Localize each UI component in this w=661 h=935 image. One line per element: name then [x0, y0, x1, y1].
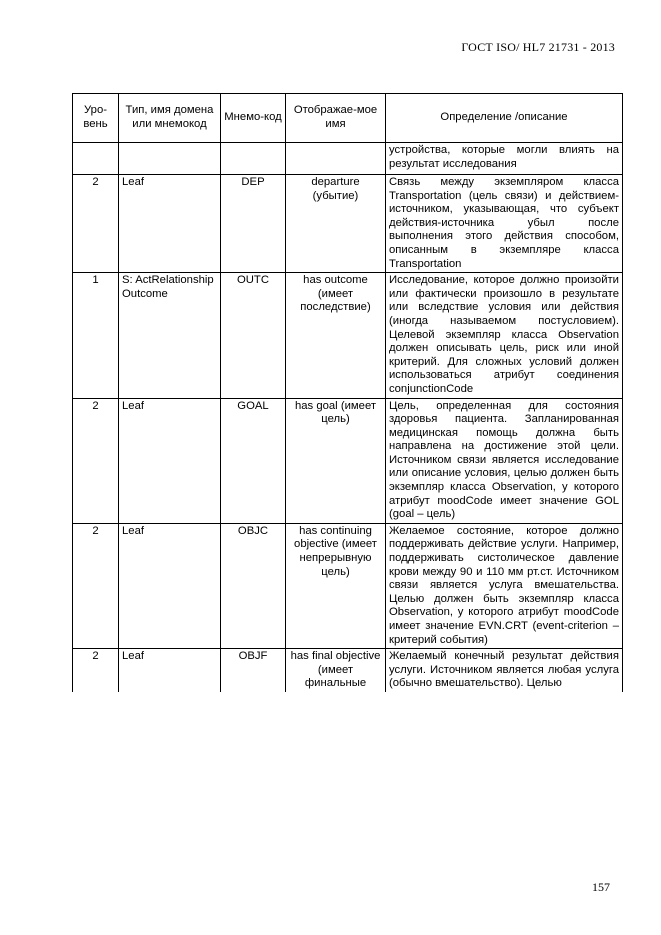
cell-empty [73, 143, 119, 175]
cell-display-name: has continuing objective (имеет непрерывную цель) [286, 523, 386, 648]
header-display-name: Отображае-мое имя [286, 94, 386, 143]
cell-display-name: has final objective (имеет финальные [286, 649, 386, 692]
cell-type: Leaf [119, 175, 221, 273]
cell-definition: Цель, определенная для состояния здоровья пациента. Запланированная медицинская помощь должна быть направлена на достижение этой цели. Источником связи является исследование или описание условия, целью должен быть экземпляр класса Observation, у которого атрибут moodCode имеет значение GOL (goal – цель) [386, 398, 623, 523]
header-definition: Определение /описание [386, 94, 623, 143]
cell-level: 2 [73, 398, 119, 523]
code-table [72, 93, 623, 692]
cell-level: 2 [73, 523, 119, 648]
cell-level: 2 [73, 649, 119, 692]
cell-type: Leaf [119, 649, 221, 692]
cell-level: 1 [73, 273, 119, 398]
cell-code: DEP [221, 175, 286, 273]
header-level: Уро-вень [73, 94, 119, 143]
table-row [73, 273, 623, 398]
cell-display-name: has outcome (имеет последствие) [286, 273, 386, 398]
table-row [73, 649, 623, 692]
cell-empty [221, 143, 286, 175]
cell-definition: Исследование, которое должно произойти или фактически произошло в результате или вследствие условия или действия (иногда называемом постусловием). Целевой экземпляр класса Observation должен описывать цель, риск или иной критерий. Для сложных условий должен использоваться атрибут соединения conjunctionCode [386, 273, 623, 398]
cell-level: 2 [73, 175, 119, 273]
cell-definition: Желаемое состояние, которое должно поддерживать действие услуги. Например, поддерживать систолическое давление крови между 90 и 110 мм рт.ст. Источником связи является услуга вмешательства. Целью должен быть экземпляр класса Observation, у которого атрибут moodCode имеет значение EVN.CRT (event-criterion – критерий события) [386, 523, 623, 648]
cell-empty [119, 143, 221, 175]
cell-code: GOAL [221, 398, 286, 523]
cell-code: OBJC [221, 523, 286, 648]
table-row [73, 398, 623, 523]
cell-code: OUTC [221, 273, 286, 398]
cell-empty [286, 143, 386, 175]
table-row [73, 175, 623, 273]
table-header-row [73, 94, 623, 143]
cell-definition: устройства, которые могли влиять на результат исследования [386, 143, 623, 175]
table-row [73, 523, 623, 648]
cell-display-name: departure (убытие) [286, 175, 386, 273]
cell-definition: Желаемый конечный результат действия услуги. Источником является любая услуга (обычно вмешательство). Целью [386, 649, 623, 692]
header-code: Мнемо-код [221, 94, 286, 143]
cell-display-name: has goal (имеет цель) [286, 398, 386, 523]
cell-code: OBJF [221, 649, 286, 692]
header-type: Тип, имя домена или мнемокод [119, 94, 221, 143]
page-number: 157 [592, 880, 610, 894]
table-row-continuation [73, 143, 623, 175]
standard-designation: ГОСТ ISO/ HL7 21731 - 2013 [461, 40, 615, 54]
cell-definition: Связь между экземпляром класса Transportation (цель связи) и действием-источником, указывающая, что субъект действия-источника убыл после выполнения этого действия способом, описанным в экземпляре класса Transportation [386, 175, 623, 273]
cell-type: Leaf [119, 398, 221, 523]
cell-type: S: ActRelationshipOutcome [119, 273, 221, 398]
cell-type: Leaf [119, 523, 221, 648]
